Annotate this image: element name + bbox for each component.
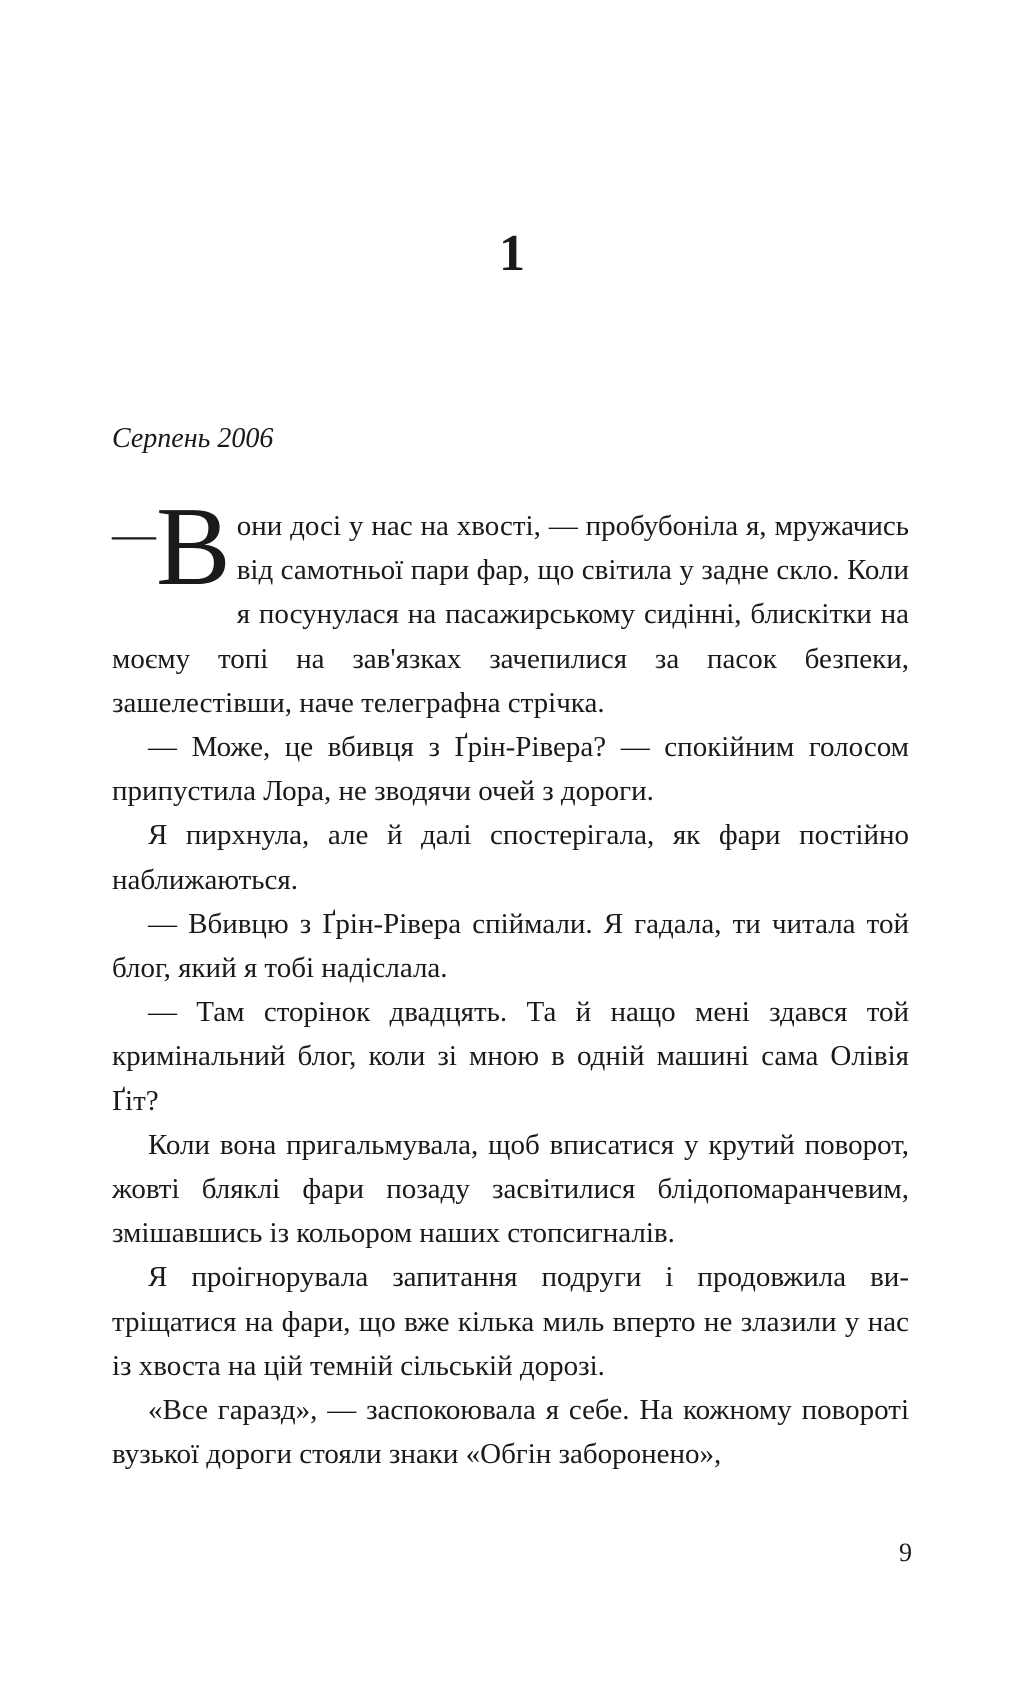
paragraph: — Вбивцю з Ґрін-Рівера спіймали. Я гадала, ти читала той блог, який я тобі надіслала. [112,907,909,985]
paragraph: «Все гаразд», — заспокоювала я себе. На кожному повороті вузької дороги стояли знаки «Обгін заборонено», [112,1394,909,1471]
paragraph: — Там сторінок двадцять. Та й нащо мені здався той кримінальний блог, коли зі мною в одній машині сама Олівія Ґіт? [112,996,909,1117]
paragraph-text: они досі у нас на хвості, — пробубоніла я, мружачись від самотньої пари фар, що світила у задне скло. Коли я посунулася на пасажирському сидінні, блискітки на моєму топі на зав'язках зачепилися за пасок безпеки, зашелестівши, наче телеграфна стрічка. [112,510,909,719]
page-number: 9 [899,1538,912,1567]
paragraph: Я проігнорувала запитання подруги і продовжила витріщатися на фари, що вже кілька миль вперто не злазили у нас із хвоста на цій темній сільській дорозі. [112,1261,909,1382]
paragraph: Я пирхнула, але й далі спостерігала, як фари постійно наближаються. [112,819,909,896]
body-text [112,485,909,1476]
dateline: Серпень 2006 [112,423,274,454]
chapter-number: 1 [499,225,525,282]
drop-cap: В [156,485,231,609]
paragraph: Коли вона пригальмувала, щоб вписатися у крутий поворот, жовті бляклі фари позаду засвітилися блідопомаранчевим, змішавшись із кольором наших стопсигналів. [112,1128,909,1250]
paragraph [112,485,909,725]
paragraph: — Може, це вбивця з Ґрін-Рівера? — спокійним голосом припустила Лора, не зводячи очей з дороги. [112,731,909,808]
drop-dash: — [112,510,156,559]
